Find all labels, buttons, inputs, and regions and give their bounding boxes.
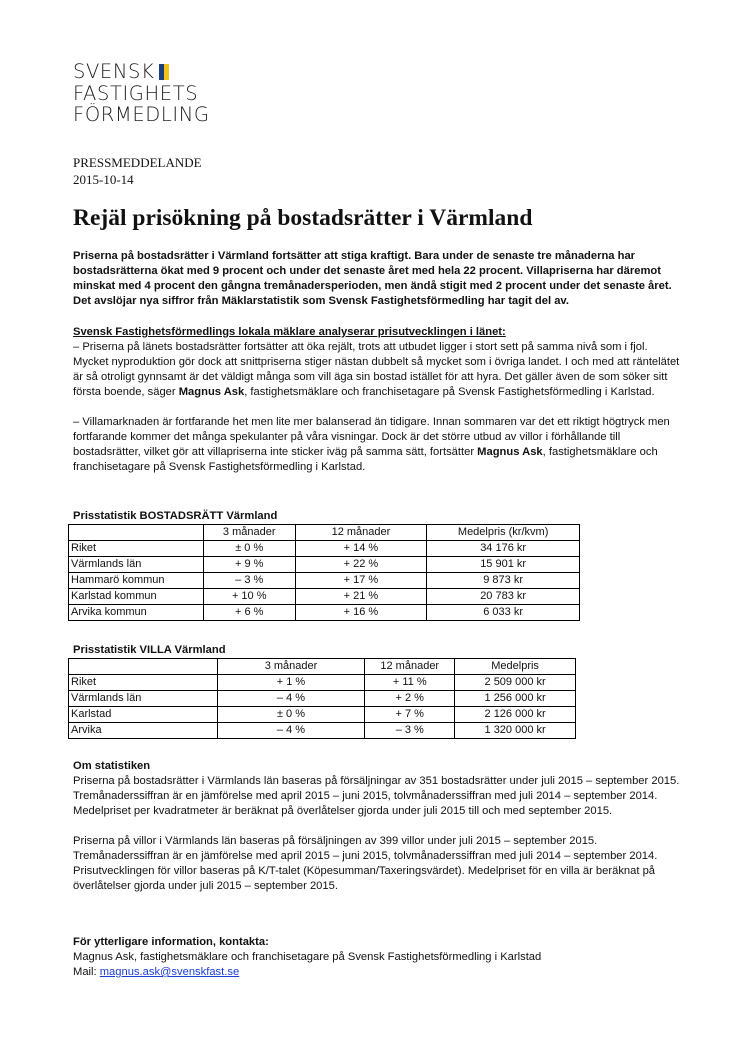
logo-line-2: FASTIGHETS [73,81,199,105]
about-heading: Om statistiken [73,760,151,772]
table-bostadsratt-title: Prisstatistik BOSTADSRÄTT Värmland [73,510,278,522]
contact-line: Magnus Ask, fastighetsmäklare och franchisetagare på Svensk Fastighetsförmedling i Karlstad [73,951,542,963]
email-link[interactable]: magnus.ask@svenskfast.se [99,966,240,978]
table-row: Arvika – 4 % – 3 % 1 320 000 kr [69,723,576,739]
logo-line-3: FÖRMEDLING [73,103,210,126]
document-type: PRESSMEDDELANDE [73,155,202,170]
table-row: Arvika kommun + 6 % + 16 % 6 033 kr [69,605,580,621]
table-row: Karlstad ± 0 % + 7 % 2 126 000 kr [69,707,576,723]
table-villa-title: Prisstatistik VILLA Värmland [73,644,226,656]
logo-line-1: SVENSK [73,60,155,83]
swedish-flag-icon [159,64,169,80]
analysis-section [73,325,683,475]
table-row: Värmlands län + 9 % + 22 % 15 901 kr [69,557,580,573]
about-paragraph-1: Priserna på bostadsrätter i Värmlands län baseras på försäljningar av 351 bostadsrätter under juli 2015 – september 2015. Tremånaderssiffran är en jämförelse med april 2015 – juni 2015, tolvmånaderssiffran med juli 2014 – september 2014. Medelpriset per kvadratmeter är beräknat på överlåtelser gjorda under juli 2015 till och med september 2015. [73,775,680,817]
table-header-cell [69,525,204,541]
table-row: Riket + 1 % + 11 % 2 509 000 kr [69,675,576,691]
table-row: Riket ± 0 % + 14 % 34 176 kr [69,541,580,557]
table-header-cell: Medelpris (kr/kvm) [427,525,580,541]
about-paragraph-2: Priserna på villor i Värmlands län baseras på försäljningen av 399 villor under juli 2015 – september 2015. Tremånaderssiffran är en jämförelse med april 2015 – juni 2015, tolvmånaderssiffran med juli 2014 – september 2014. Prisutvecklingen för villor baseras på K/T-talet (Köpesumman/Taxeringsvärdet). Medelpriset för en villa är beräknat på överlåtelser gjorda under juli 2015 – september 2015. [73,835,658,892]
company-logo [73,61,210,126]
table-header-cell: Medelpris [455,659,576,675]
table-header-cell: 12 månader [365,659,455,675]
page-title: Rejäl prisökning på bostadsrätter i Värmland [73,205,533,231]
table-row: Karlstad kommun + 10 % + 21 % 20 783 kr [69,589,580,605]
table-header-row [69,525,580,541]
document-meta [73,154,202,188]
table-row: Värmlands län – 4 % + 2 % 1 256 000 kr [69,691,576,707]
contact-mail: Mail: magnus.ask@svenskfast.se [73,966,240,978]
table-villa [68,658,576,739]
quote-name: Magnus Ask [178,386,245,398]
table-header-cell [69,659,218,675]
table-bostadsratt [68,524,580,621]
analysis-heading: Svensk Fastighetsförmedlings lokala mäklare analyserar prisutvecklingen i länet: [73,326,506,338]
analysis-paragraph-2: – Villamarknaden är fortfarande het men lite mer balanserad än tidigare. Innan sommaren var det ett riktigt högtryck men fortfarande kommer det många spekulanter på våra visningar. Dock är det större utbud av villor i förhållande till bostadsrätter, vilket gör att villapriserna inte sticker iväg på samma sätt, fortsätter Magnus Ask, fastighetsmäklare och franchisetagare på Svensk Fastighetsförmedling i Karlstad. [73,416,670,473]
contact-section [73,935,683,980]
table-row: Hammarö kommun – 3 % + 17 % 9 873 kr [69,573,580,589]
lead-paragraph: Priserna på bostadsrätter i Värmland fortsätter att stiga kraftigt. Bara under de senaste tre månaderna har bostadsrätterna ökat med 9 procent och under det senaste året med hela 22 procent. Villapriserna har däremot minskat med 4 procent den gångna tremånadersperioden, men ändå stigit med 2 procent under det senaste året. Det avslöjar nya siffror från Mäklarstatistik som Svensk Fastighetsförmedling har tagit del av. [73,250,672,307]
document-date: 2015-10-14 [73,172,134,187]
about-section [73,759,683,894]
contact-heading: För ytterligare information, kontakta: [73,936,269,948]
table-header-cell: 12 månader [295,525,427,541]
table-header-row [69,659,576,675]
analysis-paragraph-1: – Priserna på länets bostadsrätter fortsätter att öka rejält, trots att utbudet ligger i stort sett på samma nivå som i fjol. Mycket nyproduktion gör dock att snittpriserna stiger nästan dubbelt så mycket som i övriga landet. I och med att räntelätet är så otroligt gynnsamt är det väldigt många som vill äga sin bostad istället för att hyra. Det gäller även de som söker sitt första boende, säger Magnus Ask, fastighetsmäklare och franchisetagare på Svensk Fastighetsförmedling i Karlstad. [73,341,680,398]
quote-name: Magnus Ask [477,446,543,458]
table-header-cell: 3 månader [203,525,295,541]
table-header-cell: 3 månader [217,659,365,675]
